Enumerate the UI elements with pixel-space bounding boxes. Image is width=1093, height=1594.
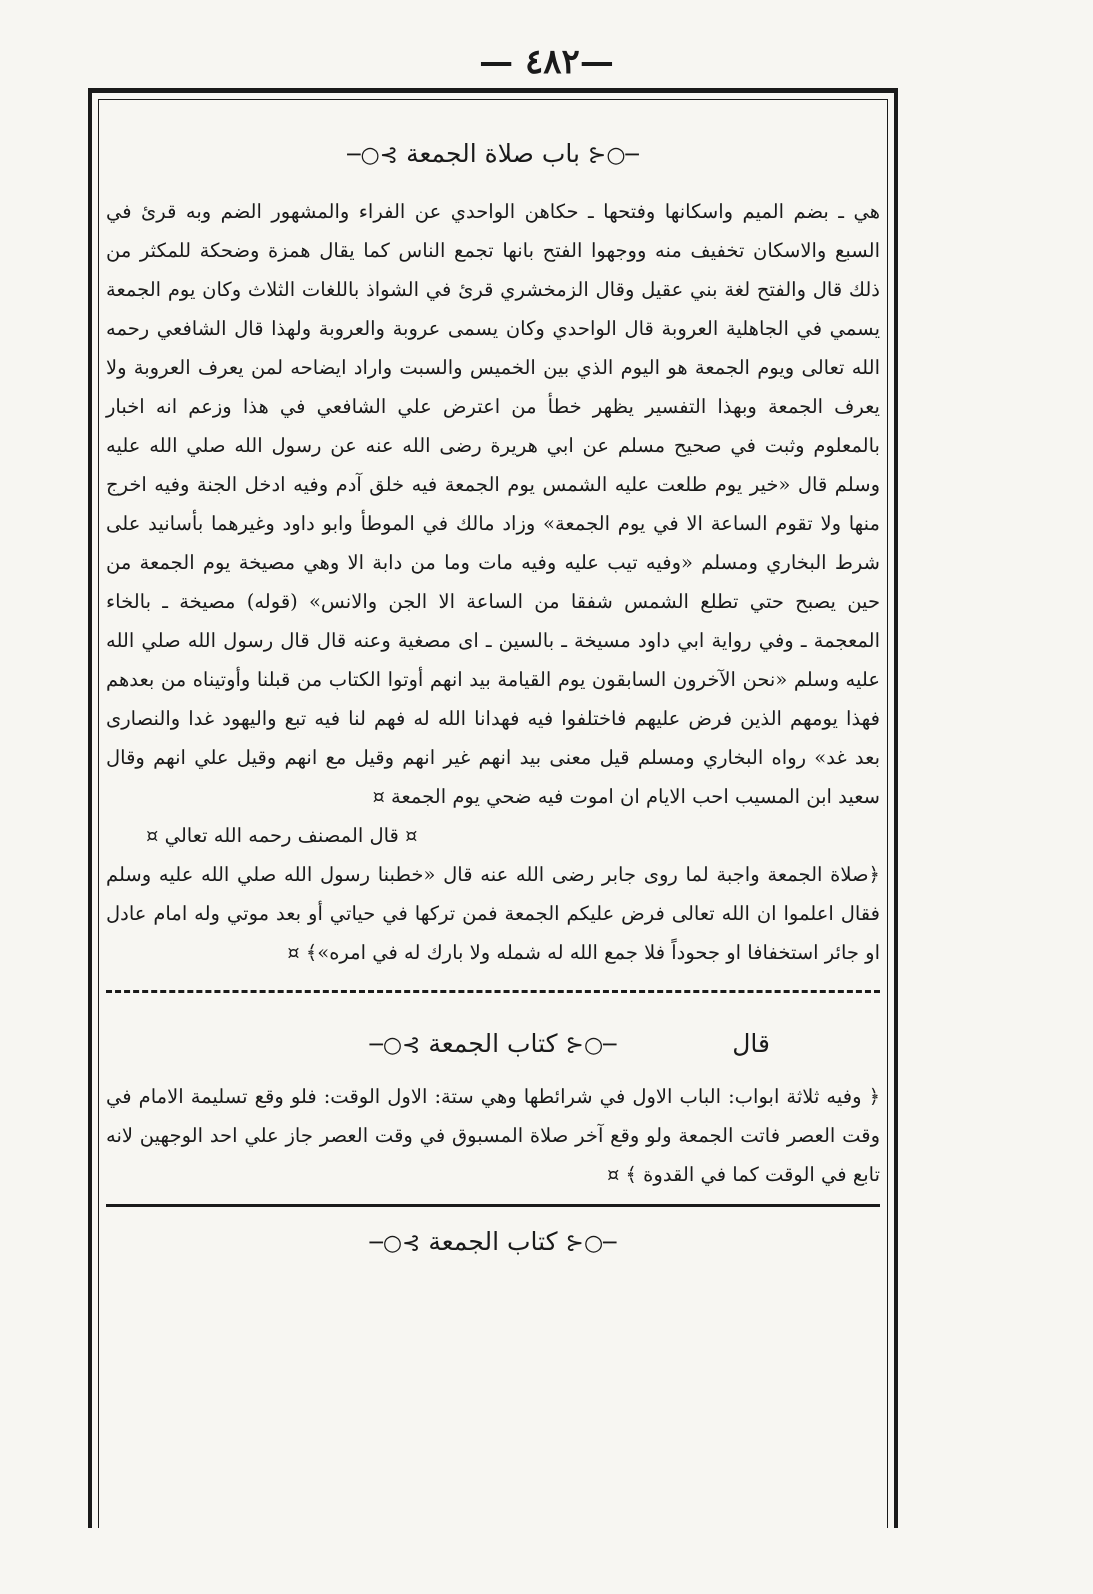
- book-heading-row: [106, 1015, 880, 1077]
- ornament-left: ⊱○─: [369, 1231, 421, 1256]
- chapter-title: باب صلاة الجمعة: [406, 139, 580, 168]
- matn-paragraph: ﴿صلاة الجمعة واجبة لما روى جابر رضى الله عنه قال «خطبنا رسول الله صلي الله عليه وسلم فقال اعلموا ان الله تعالى فرض عليكم الجمعة فمن تركها في حياتي أو بعد موتي وله امام عادل او جائر استخفافا او جحوداً فلا جمع الله له شمله ولا بارك له في امره»﴾ ¤: [106, 863, 880, 964]
- solid-divider: [106, 1204, 880, 1207]
- dashed-divider: [106, 990, 880, 993]
- ornament-right: ─○⊰: [565, 1033, 617, 1058]
- book-title: كتاب الجمعة: [428, 1029, 558, 1058]
- ornament-right: ─○⊰: [587, 143, 639, 168]
- chapter-heading: [106, 139, 880, 168]
- ornament-left: ⊱○─: [369, 1033, 421, 1058]
- page-content: [106, 133, 880, 1280]
- page-frame: [88, 88, 898, 1528]
- ornament-left: ⊱○─: [347, 143, 399, 168]
- qal-label: قال: [732, 1029, 770, 1058]
- book-heading-2: [106, 1227, 880, 1256]
- book-paragraph: ﴿ وفيه ثلاثة ابواب: الباب الاول في شرائطها وهي ستة: الاول الوقت: فلو وقع تسليمة الامام في وقت العصر فاتت الجمعة ولو وقع آخر صلاة المسبوق في وقت العصر جاز علي احد الوجهين لانه تابع في الوقت كما في القدوة ﴾ ¤: [106, 1085, 880, 1186]
- ornament-right: ─○⊰: [565, 1231, 617, 1256]
- commentary-paragraph: هي ـ بضم الميم واسكانها وفتحها ـ حكاهن الواحدي عن الفراء والمشهور الضم وبه قرئ في السبع والاسكان تخفيف منه ووجهوا الفتح بانها تجمع الناس كما يقال همزة وضحكة للمكثر من ذلك قال والفتح لغة بني عقيل وقال الزمخشري قرئ في الشواذ باللغات الثلاث وكان يوم الجمعة يسمي في الجاهلية العروبة قال الواحدي وكان يسمى عروبة والعروبة ولهذا قال الشافعي رحمه الله تعالى ويوم الجمعة هو اليوم الذي بين الخميس والسبت واراد ايضاحه لمن يعرف العروبة ولا يعرف الجمعة وبهذا التفسير يظهر خطأ من اعترض علي الشافعي في هذا وزعم انه اخبار بالمعلوم وثبت في صحيح مسلم عن ابي هريرة رضى الله عنه عن رسول الله صلي الله عليه وسلم قال «خير يوم طلعت عليه الشمس يوم الجمعة فيه خلق آدم وفيه ادخل الجنة وفيه اخرج منها ولا تقوم الساعة الا في يوم الجمعة» وزاد مالك في الموطأ وابو داود وغيرهما بأسانيد على شرط البخاري ومسلم «وفيه تيب عليه وفيه مات وما من دابة الا وهي مصيخة يوم الجمعة من حين يصبح حتي تطلع الشمس شفقا من الساعة الا الجن والانس» (قوله) مصيخة ـ بالخاء المعجمة ـ وفي رواية ابي داود مسيخة ـ بالسين ـ اى مصغية وعنه قال قال رسول الله صلي الله عليه وسلم «نحن الآخرون السابقون يوم القيامة بيد انهم أوتوا الكتاب من قبلنا وأوتيناه من بعدهم فهذا يومهم الذين فرض عليهم فاختلفوا فيه فهدانا الله له فهم لنا فيه تبع واليهود غدا والنصارى بعد غد» رواه البخاري ومسلم قيل معنى بيد انهم غير انهم وقيل مع انهم وقيل علي انهم وقال سعيد ابن المسيب احب الايام ان اموت فيه ضحي يوم الجمعة ¤: [106, 200, 880, 808]
- page-number: — ٤٨٢—: [479, 42, 614, 82]
- book-title-2: كتاب الجمعة: [428, 1227, 558, 1256]
- book-heading: [106, 1029, 880, 1058]
- author-says-line: ¤ قال المصنف رحمه الله تعالي ¤: [146, 824, 418, 847]
